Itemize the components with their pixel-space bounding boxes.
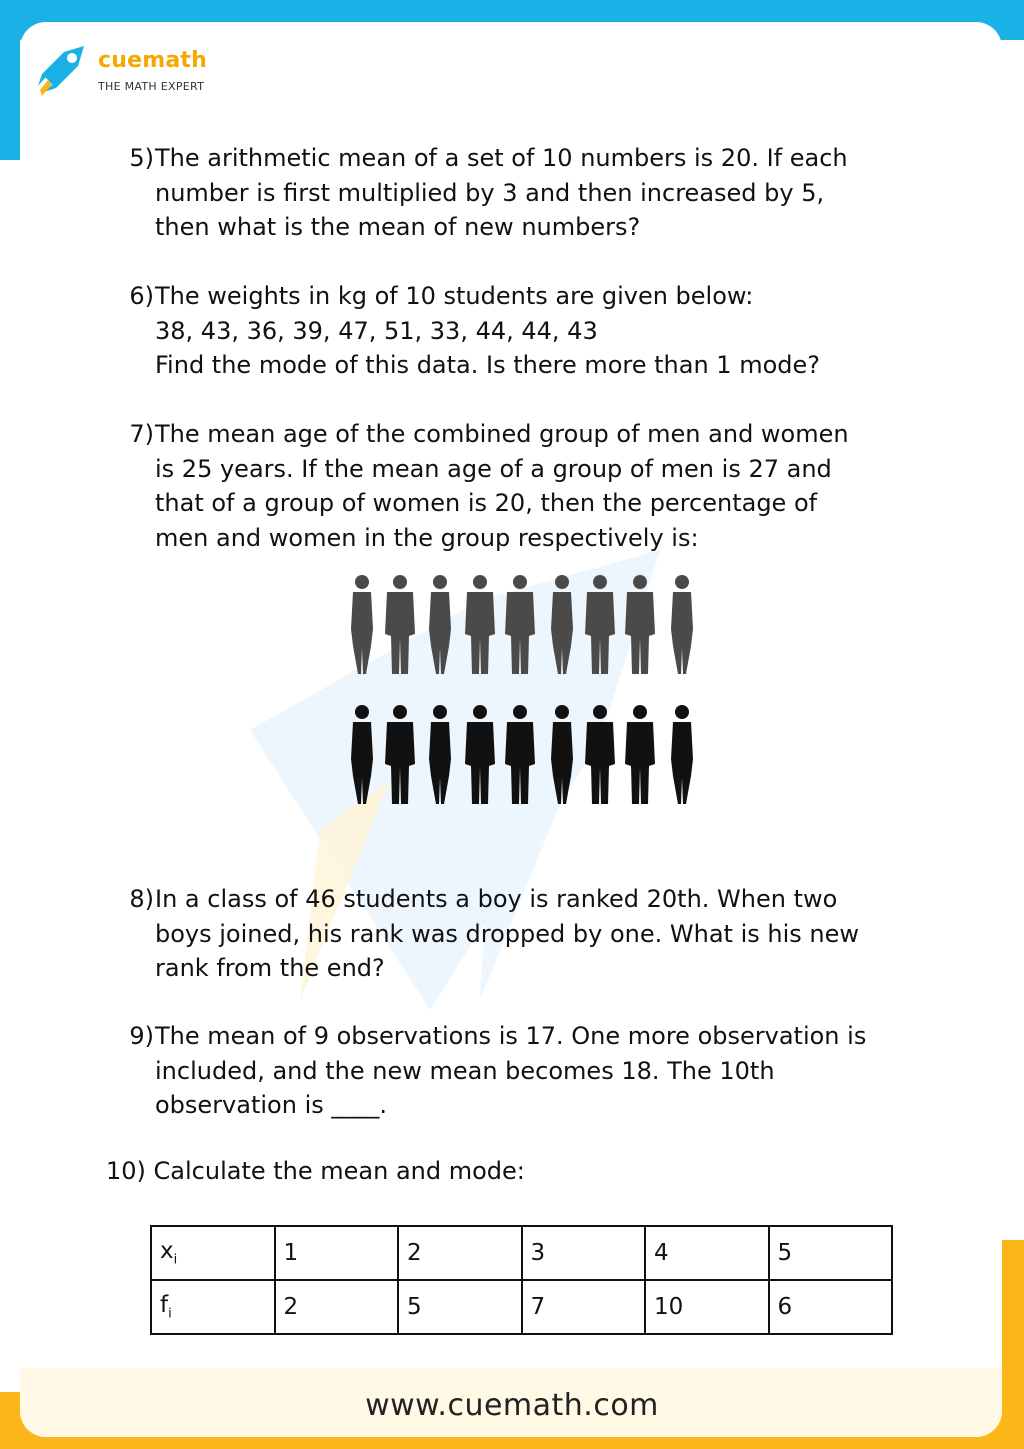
brand-logo[interactable]	[34, 40, 254, 100]
brand-tagline: THE MATH EXPERT	[98, 80, 205, 93]
header-label: f	[160, 1292, 169, 1319]
header-subscript: i	[168, 1306, 172, 1322]
person-silhouette	[351, 705, 373, 804]
table-cell: 2	[398, 1226, 522, 1280]
table-cell: 5	[398, 1280, 522, 1334]
question-line: The mean age of the combined group of men and women	[155, 420, 849, 448]
person-silhouette	[385, 705, 415, 804]
person-silhouette	[385, 575, 415, 674]
question-line: boys joined, his rank was dropped by one. What is his new	[155, 919, 859, 948]
table-cell: 2	[275, 1280, 399, 1334]
question-6	[104, 279, 924, 383]
question-number: 7)	[129, 420, 154, 448]
person-silhouette	[429, 705, 451, 804]
question-line: The weights in kg of 10 students are given below:	[155, 282, 754, 310]
table-row-x	[151, 1226, 892, 1280]
table-row-f	[151, 1280, 892, 1334]
question-line: that of a group of women is 20, then the percentage of	[155, 489, 818, 517]
question-line: is 25 years. If the mean age of a group of men is 27 and	[155, 454, 832, 483]
person-silhouette	[671, 705, 693, 804]
question-9	[104, 1019, 924, 1123]
question-line: Find the mode of this data. Is there more than 1 mode?	[155, 351, 821, 379]
person-silhouette	[585, 575, 615, 674]
table-cell: 10	[645, 1280, 769, 1334]
person-silhouette	[585, 705, 615, 804]
question-10: 10) Calculate the mean and mode:	[106, 1157, 525, 1185]
question-number: 8)	[129, 885, 154, 913]
frame-left-border	[0, 0, 20, 160]
question-line: men and women in the group respectively is:	[155, 523, 699, 552]
table-header-cell	[151, 1226, 275, 1280]
table-cell: 7	[522, 1280, 646, 1334]
person-silhouette	[465, 575, 495, 674]
header-subscript: i	[173, 1252, 178, 1268]
question-line: included, and the new mean becomes 18. The 10th	[155, 1056, 775, 1085]
question-8	[104, 882, 924, 986]
website-link[interactable]: www.cuemath.com	[365, 1388, 659, 1423]
question-number: 6)	[129, 282, 154, 310]
question-7	[104, 417, 924, 555]
question-line: observation is ____.	[155, 1091, 387, 1119]
brand-name: cuemath	[98, 48, 207, 73]
question-line: number is first multiplied by 3 and then increased by 5,	[155, 178, 825, 207]
person-silhouette	[505, 575, 535, 674]
frequency-table	[150, 1225, 893, 1335]
person-silhouette	[429, 575, 451, 674]
question-line: then what is the mean of new numbers?	[155, 213, 641, 241]
table-cell: 3	[522, 1226, 646, 1280]
question-number: 5)	[129, 144, 154, 172]
header-label: x	[160, 1238, 174, 1265]
person-silhouette	[505, 705, 535, 804]
question-line: In a class of 46 students a boy is ranked 20th. When two	[155, 885, 838, 913]
table-cell: 1	[275, 1226, 399, 1280]
weights-data-line: 38, 43, 36, 39, 47, 51, 33, 44, 44, 43	[155, 316, 598, 345]
table-cell: 4	[645, 1226, 769, 1280]
question-line: The mean of 9 observations is 17. One more observation is	[155, 1022, 867, 1050]
question-line: The arithmetic mean of a set of 10 numbers is 20. If each	[155, 144, 848, 172]
people-silhouettes-illustration	[340, 572, 700, 812]
question-5	[104, 141, 924, 245]
person-silhouette	[625, 705, 655, 804]
person-silhouette	[551, 575, 573, 674]
person-silhouette	[671, 575, 693, 674]
table-header-cell	[151, 1280, 275, 1334]
rocket-icon	[34, 40, 92, 98]
table-cell: 5	[769, 1226, 893, 1280]
question-number: 9)	[129, 1022, 154, 1050]
table-cell: 6	[769, 1280, 893, 1334]
person-silhouette	[465, 705, 495, 804]
person-silhouette	[625, 575, 655, 674]
person-silhouette	[351, 575, 373, 674]
person-silhouette	[551, 705, 573, 804]
question-line: rank from the end?	[155, 954, 385, 982]
